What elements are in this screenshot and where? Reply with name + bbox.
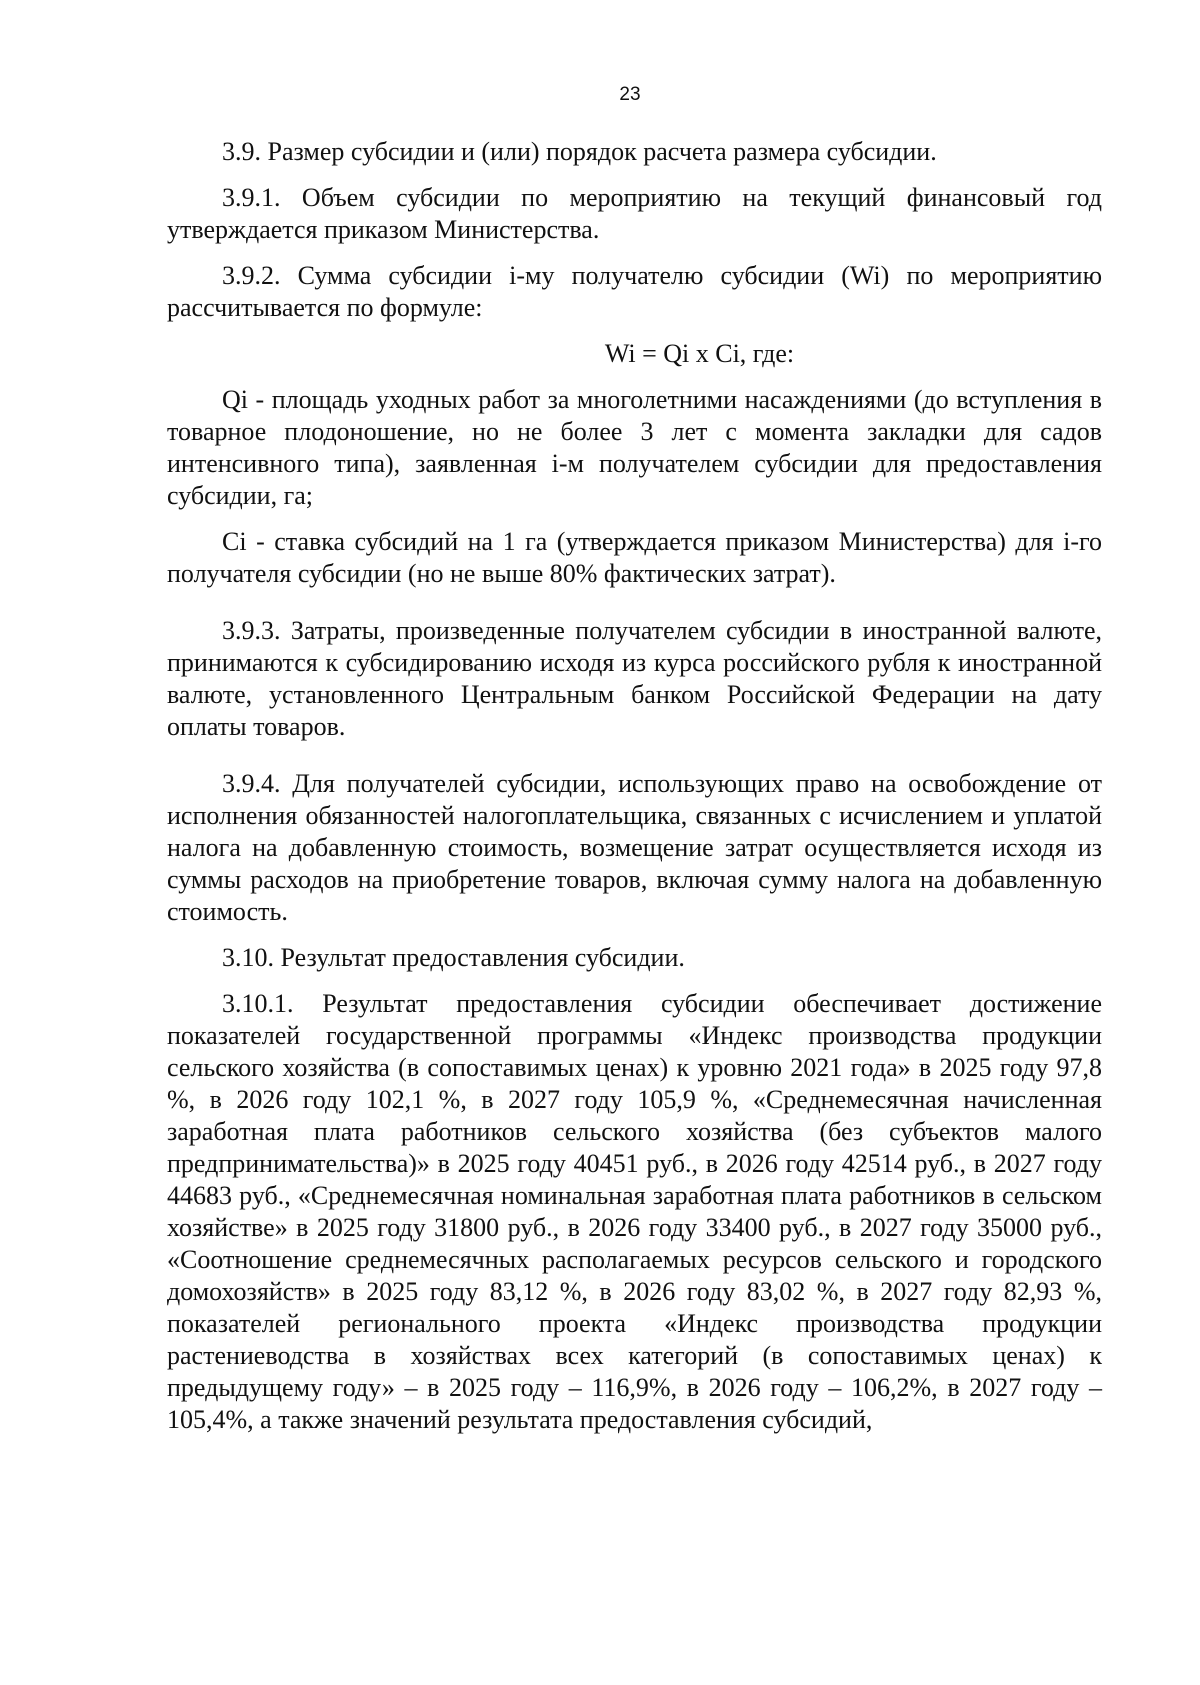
paragraph-3-10-1: 3.10.1. Результат предоставления субсидии обеспечивает достижение показателей государственной программы «Индекс производства продукции сельского хозяйства (в сопоставимых ценах) к уровню 2021 года» в 2025 году 97,8 %, в 2026 году 102,1 %, в 2027 году 105,9 %, «Среднемесячная начисленная заработная плата работников сельского хозяйства (без субъектов малого предпринимательства)» в 2025 году 40451 руб., в 2026 году 42514 руб., в 2027 году 44683 руб., «Среднемесячная номинальная заработная плата работников в сельском хозяйстве» в 2025 году 31800 руб., в 2026 году 33400 руб., в 2027 году 35000 руб., «Соотношение среднемесячных располагаемых ресурсов сельского и городского домохозяйств» в 2025 году 83,12 %, в 2026 году 83,02 %, в 2027 году 82,93 %, показателей регионального проекта «Индекс производства продукции растениеводства в хозяйствах всех категорий (в сопоставимых ценах) к предыдущему году» – в 2025 году – 116,9%, в 2026 году – 106,2%, в 2027 году – 105,4%, а также значений результата предоставления субсидий, [167, 989, 1102, 1434]
definition-ci: Ci - ставка субсидий на 1 га (утверждается приказом Министерства) для i-го получателя субсидии (но не выше 80% фактических затрат). [167, 527, 1102, 588]
document-body [167, 136, 1102, 1436]
paragraph-3-9-4: 3.9.4. Для получателей субсидии, использующих право на освобождение от исполнения обязанностей налогоплательщика, связанных с исчислением и уплатой налога на добавленную стоимость, возмещение затрат осуществляется исходя из суммы расходов на приобретение товаров, включая сумму налога на добавленную стоимость. [167, 769, 1102, 926]
paragraph-3-9-1: 3.9.1. Объем субсидии по мероприятию на текущий финансовый год утверждается приказом Министерства. [167, 183, 1102, 244]
page-number: 23 [619, 84, 641, 105]
section-3-9-heading: 3.9. Размер субсидии и (или) порядок расчета размера субсидии. [222, 137, 937, 166]
paragraph-3-9-2: 3.9.2. Сумма субсидии i-му получателю субсидии (Wi) по мероприятию рассчитывается по формуле: [167, 261, 1102, 322]
section-3-10-heading: 3.10. Результат предоставления субсидии. [222, 943, 685, 972]
formula: Wi = Qi x Ci, где: [604, 339, 795, 368]
paragraph-3-9-3: 3.9.3. Затраты, произведенные получателем субсидии в иностранной валюте, принимаются к субсидированию исходя из курса российского рубля к иностранной валюте, установленного Центральным банком Российской Федерации на дату оплаты товаров. [167, 616, 1102, 741]
definition-qi: Qi - площадь уходных работ за многолетними насаждениями (до вступления в товарное плодоношение, но не более 3 лет с момента закладки для садов интенсивного типа), заявленная i-м получателем субсидии для предоставления субсидии, га; [167, 385, 1102, 510]
